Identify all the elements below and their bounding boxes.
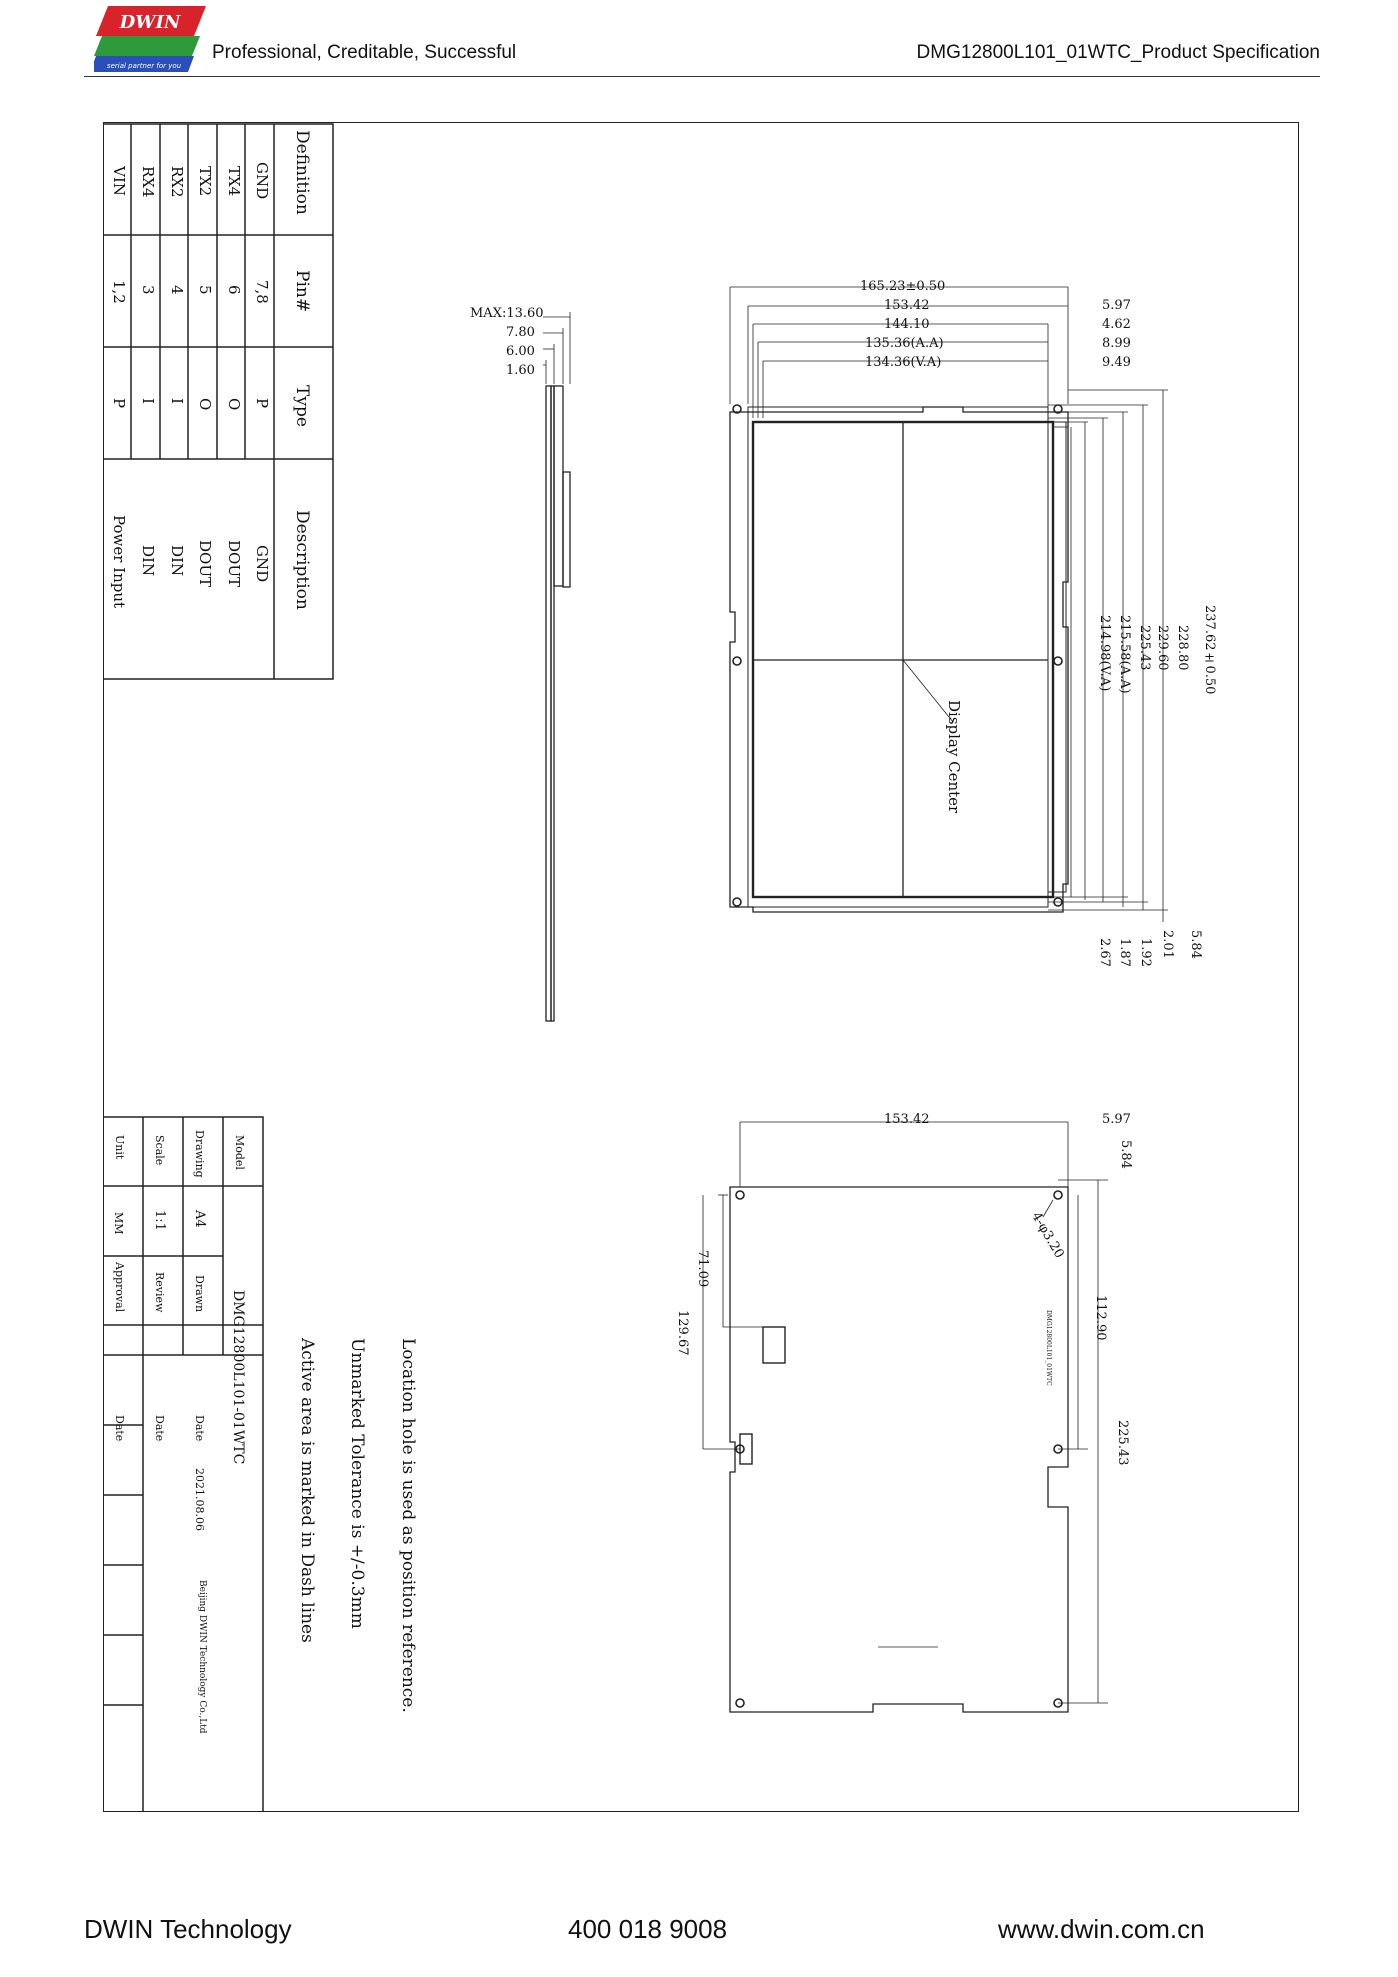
pin-number: 7,8 xyxy=(253,280,271,304)
front-dim-bottom-1-92: 1.92 xyxy=(1138,938,1153,967)
front-dim-height-overall: 237.62±0.50 xyxy=(1202,605,1217,695)
back-dim-right-1: 112.90 xyxy=(1093,1295,1108,1341)
front-dim-height-2: 228.80 xyxy=(1175,625,1190,671)
pin-description: DIN xyxy=(168,545,186,577)
pin-table-header-definition: Definition xyxy=(292,130,312,215)
front-dim-bottom-2-01: 2.01 xyxy=(1160,930,1175,959)
pin-definition: TX4 xyxy=(225,166,243,197)
front-dim-active-area: 135.36(A.A) xyxy=(865,336,944,351)
front-dim-bottom-2-67: 2.67 xyxy=(1097,938,1112,967)
tb-unit-value: MM xyxy=(112,1212,125,1235)
svg-text:serial partner for you: serial partner for you xyxy=(106,62,182,70)
pin-number: 1,2 xyxy=(110,280,128,304)
tb-approval-label: Approval xyxy=(113,1262,126,1313)
front-dim-right-8-99: 8.99 xyxy=(1102,336,1131,351)
document-title: DMG12800L101_01WTC_Product Specification xyxy=(916,42,1320,63)
front-view xyxy=(730,287,1168,922)
back-view xyxy=(703,1122,1108,1712)
svg-text:DWIN: DWIN xyxy=(119,12,181,33)
front-dim-bottom-5-84: 5.84 xyxy=(1188,930,1203,959)
pin-table-header-type: Type xyxy=(292,385,312,427)
display-center-label: Display Center xyxy=(945,700,963,814)
front-dim-overall-width: 165.23±0.50 xyxy=(860,279,946,294)
back-dim-right-offset: 5.84 xyxy=(1118,1140,1133,1169)
pin-table-header-description: Description xyxy=(292,510,312,610)
tb-unit-label: Unit xyxy=(113,1135,126,1160)
dwin-logo xyxy=(94,6,206,72)
pin-description: DOUT xyxy=(225,540,243,587)
pin-table-header-pin: Pin# xyxy=(292,270,312,313)
front-dim-height-3: 229.60 xyxy=(1155,625,1170,671)
note-active-area: Active area is marked in Dash lines xyxy=(297,1338,317,1643)
front-dim-right-9-49: 9.49 xyxy=(1102,355,1131,370)
back-dim-hole: 4-φ3.20 xyxy=(1028,1209,1067,1262)
front-dim-height-active: 215.58(A.A) xyxy=(1117,615,1132,694)
back-dim-top-right: 5.97 xyxy=(1102,1112,1131,1127)
back-dim-top: 153.42 xyxy=(884,1112,930,1127)
side-dim-1-60: 1.60 xyxy=(506,363,535,378)
tb-date-label-2: Date xyxy=(153,1415,166,1442)
front-dim-height-4: 225.43 xyxy=(1137,625,1152,671)
title-block xyxy=(103,1117,263,1812)
front-dim-right-5-97: 5.97 xyxy=(1102,298,1131,313)
pin-type: O xyxy=(225,398,243,411)
front-dim-bottom-1-87: 1.87 xyxy=(1117,938,1132,967)
tb-drawing-value: A4 xyxy=(192,1210,207,1228)
pin-number: 4 xyxy=(168,285,186,295)
footer-company: DWIN Technology xyxy=(84,1914,292,1944)
side-view xyxy=(543,312,570,1021)
pin-description: GND xyxy=(253,545,271,583)
back-dim-left-2: 129.67 xyxy=(675,1310,690,1356)
tagline: Professional, Creditable, Successful xyxy=(212,42,517,63)
note-location-hole: Location hole is used as position reference. xyxy=(398,1338,418,1713)
front-dim-width-3: 144.10 xyxy=(884,317,930,332)
pin-type: I xyxy=(168,398,186,404)
front-dim-hole-span: 153.42 xyxy=(884,298,930,313)
pin-definition: GND xyxy=(253,162,271,200)
back-dim-right-2: 225.43 xyxy=(1115,1420,1130,1466)
tb-date-value: 2021.08.06 xyxy=(193,1468,206,1531)
front-dim-right-4-62: 4.62 xyxy=(1102,317,1131,332)
back-dim-left-1: 71.09 xyxy=(695,1250,710,1288)
pin-definition: TX2 xyxy=(196,166,214,197)
side-dim-7-80: 7.80 xyxy=(506,325,535,340)
pin-type: P xyxy=(110,398,128,409)
side-dim-6-00: 6.00 xyxy=(506,344,535,359)
pin-number: 3 xyxy=(139,285,157,295)
note-tolerance: Unmarked Tolerance is +/-0.3mm xyxy=(347,1338,367,1629)
front-dim-view-area: 134.36(V.A) xyxy=(865,355,942,370)
tb-model-label: Model xyxy=(233,1135,246,1170)
tb-date-label-3: Date xyxy=(113,1415,126,1442)
pin-type: P xyxy=(253,398,271,409)
mechanical-drawing xyxy=(103,122,1299,1812)
pin-type: I xyxy=(139,398,157,404)
footer-phone: 400 018 9008 xyxy=(568,1914,728,1944)
pin-description: DOUT xyxy=(196,540,214,587)
front-dim-height-view: 214.98(V.A) xyxy=(1097,615,1112,692)
tb-drawing-label: Drawing xyxy=(193,1130,206,1178)
pin-number: 6 xyxy=(225,285,243,295)
header-divider xyxy=(84,76,1320,77)
board-label: DMG12800L101_01WTC xyxy=(1045,1310,1052,1386)
pin-type: O xyxy=(196,398,214,411)
tb-review-label: Review xyxy=(153,1272,166,1313)
footer-website[interactable]: www.dwin.com.cn xyxy=(998,1914,1205,1944)
tb-model-value: DMG12800L101-01WTC xyxy=(230,1290,246,1465)
pin-description: DIN xyxy=(139,545,157,577)
tb-drawn-label: Drawn xyxy=(193,1275,206,1313)
pin-number: 5 xyxy=(196,285,214,295)
pin-description: Power Input xyxy=(110,515,128,609)
tb-date-label: Date xyxy=(193,1415,206,1442)
tb-scale-label: Scale xyxy=(153,1135,166,1166)
pin-definition: RX2 xyxy=(168,166,186,198)
side-dim-max: MAX:13.60 xyxy=(470,306,544,321)
tb-company: Beijing DWIN Technology Co.,Ltd xyxy=(197,1580,207,1734)
page-header xyxy=(84,6,1320,78)
pin-definition: RX4 xyxy=(139,166,157,198)
tb-scale-value: 1:1 xyxy=(152,1210,167,1231)
pin-definition: VIN xyxy=(110,166,128,196)
